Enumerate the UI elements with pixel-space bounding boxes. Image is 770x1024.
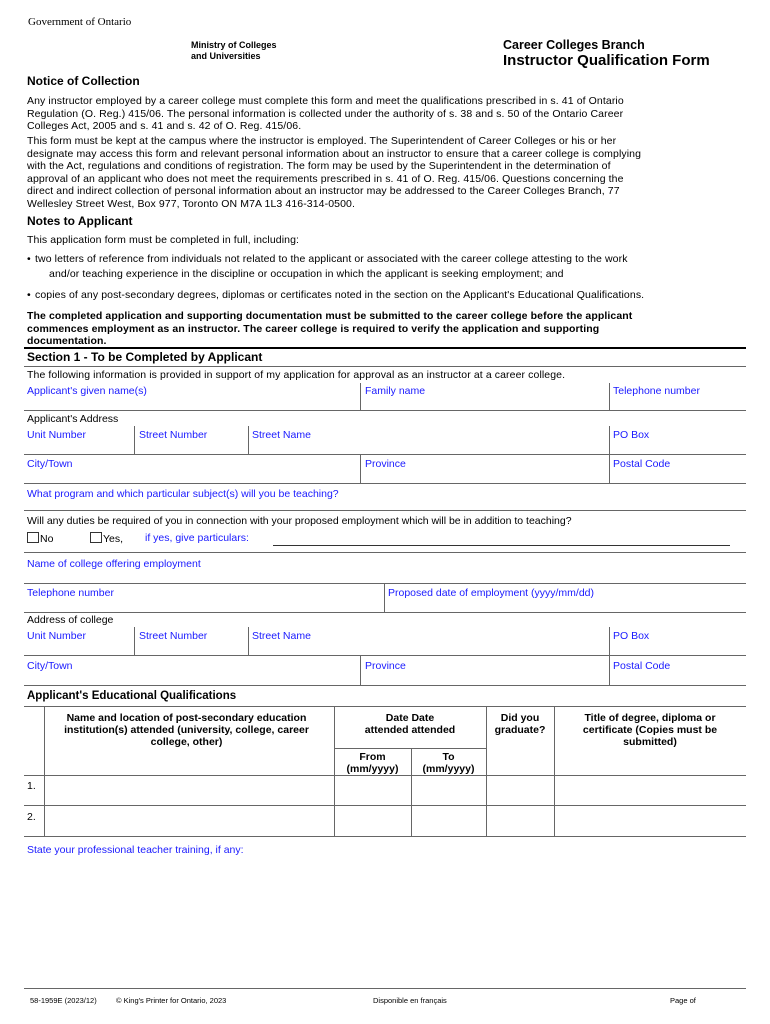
given-names-label: Applicant's given name(s) xyxy=(27,385,147,397)
divider xyxy=(134,426,135,454)
college-telephone-field[interactable] xyxy=(27,587,377,611)
submission-line: documentation. xyxy=(27,335,107,347)
college-telephone-label: Telephone number xyxy=(27,587,114,599)
header-line: institution(s) attended (university, college, career xyxy=(64,724,309,736)
yes-checkbox[interactable] xyxy=(90,532,123,545)
bullet-1-marker: • xyxy=(27,253,31,265)
notice-p2-line: direct and indirect collection of personal information about an instructor may be addressed to the Career Colleges Branch, 77 xyxy=(27,185,620,197)
degree-column-header xyxy=(554,712,746,748)
bullet-1-line: and/or teaching experience in the discipline or occupation in which the applicant is seeking employment; and xyxy=(49,267,564,280)
proposed-date-field[interactable] xyxy=(388,587,743,611)
divider xyxy=(384,584,385,612)
divider xyxy=(24,612,746,613)
city-label: City/Town xyxy=(27,458,73,470)
notice-p2-line: Wellesley Street West, Box 977, Toronto ON M7A 1L3 416-314-0500. xyxy=(27,197,355,210)
section-1-rule xyxy=(24,347,746,349)
yes-label: Yes, xyxy=(103,533,124,545)
college-name-field[interactable] xyxy=(27,558,742,580)
college-province-field[interactable] xyxy=(365,660,605,684)
teacher-training-label: State your professional teacher training, if any: xyxy=(27,844,244,856)
row-1-to-cell[interactable] xyxy=(413,777,485,804)
college-postal-label: Postal Code xyxy=(613,660,671,672)
submission-line: commences employment as an instructor. The career college is required to verify the application and supporting xyxy=(27,322,600,335)
row-2-graduate-cell[interactable] xyxy=(488,807,553,835)
notice-heading: Notice of Collection xyxy=(27,74,140,88)
notice-p1-line: Regulation (O. Reg.) 415/06. The personal information is collected under the authority of s. 38 and s. 50 of the Ontario Career xyxy=(27,107,624,120)
divider xyxy=(24,552,746,553)
divider xyxy=(248,426,249,454)
postal-code-label: Postal Code xyxy=(613,458,671,470)
government-label: Government of Ontario xyxy=(28,16,132,28)
notice-p2-line: approval of an applicant who does not meet the requirements prescribed in s. 41 of O. Reg. 415/06. Questions concerning the xyxy=(27,172,624,185)
education-heading: Applicant's Educational Qualifications xyxy=(27,690,237,702)
graduate-column-header xyxy=(486,712,554,736)
branch-name: Career Colleges Branch xyxy=(503,38,645,52)
college-unit-label: Unit Number xyxy=(27,630,86,642)
divider xyxy=(24,410,746,411)
header-line: certificate (Copies must be xyxy=(582,724,718,736)
row-1-institution-cell[interactable] xyxy=(46,777,333,804)
divider xyxy=(24,510,746,511)
header-line: attended attended xyxy=(364,724,456,736)
header-line: Name and location of post-secondary education xyxy=(66,712,307,724)
no-checkbox[interactable] xyxy=(27,532,53,545)
notice-p2-line: designate may access this form and relevant personal information about an instructor to ensure that a career college is complying xyxy=(27,147,642,160)
province-label: Province xyxy=(365,458,406,470)
particulars-input[interactable] xyxy=(273,531,730,546)
college-city-field[interactable] xyxy=(27,660,357,684)
given-names-field[interactable] xyxy=(27,385,357,409)
divider xyxy=(609,627,610,655)
notice-p1-line: Any instructor employed by a career college must complete this form and meet the qualifications prescribed in s. 41 of Ontario xyxy=(27,95,624,107)
family-name-field[interactable] xyxy=(365,385,605,409)
row-1-degree-cell[interactable] xyxy=(556,777,745,804)
divider xyxy=(24,583,746,584)
ministry-line-1: Ministry of Colleges xyxy=(191,40,277,50)
header-line: college, other) xyxy=(150,736,223,748)
divider xyxy=(334,748,486,749)
checkbox-box xyxy=(90,532,102,543)
divider xyxy=(134,627,135,655)
header-line: Title of degree, diploma or xyxy=(584,712,716,724)
notice-paragraph-2 xyxy=(27,135,757,210)
college-postal-field[interactable] xyxy=(613,660,745,684)
college-street-number-field[interactable] xyxy=(139,630,244,654)
college-street-number-label: Street Number xyxy=(139,630,208,642)
divider xyxy=(24,706,746,707)
street-number-field[interactable] xyxy=(139,429,244,453)
college-city-label: City/Town xyxy=(27,660,73,672)
college-unit-field[interactable] xyxy=(27,630,127,654)
header-line: Did you xyxy=(500,712,540,724)
dates-column-header xyxy=(334,712,486,736)
header-line: graduate? xyxy=(494,724,546,736)
divider xyxy=(24,655,746,656)
proposed-date-label: Proposed date of employment (yyyy/mm/dd) xyxy=(388,587,595,599)
row-2-to-cell[interactable] xyxy=(413,807,485,835)
college-province-label: Province xyxy=(365,660,406,672)
telephone-field[interactable] xyxy=(613,385,745,409)
page-number: Page of xyxy=(670,996,696,1005)
postal-code-field[interactable] xyxy=(613,458,745,482)
divider xyxy=(24,483,746,484)
ministry-name xyxy=(191,40,277,62)
divider xyxy=(24,805,746,806)
divider xyxy=(609,426,610,454)
form-number: 58-1959E (2023/12) xyxy=(30,996,97,1005)
street-name-label: Street Name xyxy=(252,429,311,441)
notice-p2-line: with the Act, regulations and conditions of registration. The form may be used by the Superintendent in the determination of xyxy=(27,160,611,172)
college-street-name-label: Street Name xyxy=(252,630,311,642)
college-po-box-field[interactable] xyxy=(613,630,745,654)
duties-question: Will any duties be required of you in connection with your proposed employment which will be in addition to teaching? xyxy=(27,515,572,527)
notes-intro: This application form must be completed in full, including: xyxy=(27,234,300,246)
college-street-name-field[interactable] xyxy=(252,630,602,654)
header-line: (mm/yyyy) xyxy=(422,763,475,775)
bullet-2-marker: • xyxy=(27,289,31,301)
telephone-label: Telephone number xyxy=(613,385,700,397)
divider xyxy=(24,836,746,837)
program-subjects-field[interactable] xyxy=(27,488,742,508)
row-1-graduate-cell[interactable] xyxy=(488,777,553,804)
particulars-label: if yes, give particulars: xyxy=(145,532,249,544)
ministry-line-2: and Universities xyxy=(191,51,261,61)
row-2-from-cell[interactable] xyxy=(336,807,410,835)
city-field[interactable] xyxy=(27,458,357,482)
notice-p2-line: This form must be kept at the campus where the instructor is employed. The Superintendent of Career Colleges or his or her xyxy=(27,135,617,147)
divider xyxy=(248,627,249,655)
family-name-label: Family name xyxy=(365,385,426,397)
section-1-intro: The following information is provided in support of my application for approval as an instructor at a career college. xyxy=(27,369,566,381)
from-column-header xyxy=(334,751,411,775)
applicant-address-label: Applicant's Address xyxy=(27,413,119,425)
divider xyxy=(360,455,361,483)
po-box-label: PO Box xyxy=(613,429,650,441)
copyright: © King's Printer for Ontario, 2023 xyxy=(116,996,227,1005)
submission-line: The completed application and supporting documentation must be submitted to the career college before the applicant xyxy=(27,310,633,322)
teacher-training-field[interactable] xyxy=(27,844,742,984)
street-name-field[interactable] xyxy=(252,429,602,453)
po-box-field[interactable] xyxy=(613,429,745,453)
divider xyxy=(609,455,610,483)
notes-bullet-2: copies of any post-secondary degrees, diplomas or certificates noted in the section on the Applicant's Educational Qualifications. xyxy=(35,289,645,301)
notice-p1-line: Colleges Act, 2005 and s. 41 and s. 42 of O. Reg. 415/06. xyxy=(27,120,302,132)
divider xyxy=(24,454,746,455)
header-line: submitted) xyxy=(623,736,677,748)
divider xyxy=(609,656,610,685)
program-question: What program and which particular subject(s) will you be teaching? xyxy=(27,488,339,500)
institution-column-header xyxy=(34,712,339,748)
college-name-label: Name of college offering employment xyxy=(27,558,201,570)
header-line: From xyxy=(359,751,386,763)
row-2-institution-cell[interactable] xyxy=(46,807,333,835)
form-title: Instructor Qualification Form xyxy=(503,52,710,69)
divider xyxy=(24,775,746,776)
divider xyxy=(24,366,746,367)
divider xyxy=(360,656,361,685)
row-1-from-cell[interactable] xyxy=(336,777,410,804)
row-number: 2. xyxy=(27,811,36,823)
header-line: To xyxy=(442,751,455,763)
french-availability: Disponible en français xyxy=(373,996,447,1005)
checkbox-box xyxy=(27,532,39,543)
divider xyxy=(360,383,361,410)
divider xyxy=(24,685,746,686)
notice-paragraph-1 xyxy=(27,95,757,133)
bullet-1-line: two letters of reference from individuals not related to the applicant or associated with the career college attesting to the work xyxy=(35,253,628,265)
unit-number-field[interactable] xyxy=(27,429,127,453)
footer-rule xyxy=(24,988,746,989)
header-line: (mm/yyyy) xyxy=(346,763,399,775)
notes-bullet-1 xyxy=(35,253,760,280)
college-address-label: Address of college xyxy=(27,614,114,626)
street-number-label: Street Number xyxy=(139,429,208,441)
notes-heading: Notes to Applicant xyxy=(27,214,133,228)
to-column-header xyxy=(411,751,486,775)
header-line: Date Date xyxy=(385,712,435,724)
province-field[interactable] xyxy=(365,458,605,482)
section-1-heading: Section 1 - To be Completed by Applicant xyxy=(27,350,263,364)
unit-number-label: Unit Number xyxy=(27,429,86,441)
row-2-degree-cell[interactable] xyxy=(556,807,745,835)
row-number: 1. xyxy=(27,780,36,792)
no-label: No xyxy=(40,533,54,545)
divider xyxy=(609,383,610,410)
college-po-box-label: PO Box xyxy=(613,630,650,642)
submission-notice xyxy=(27,310,762,348)
